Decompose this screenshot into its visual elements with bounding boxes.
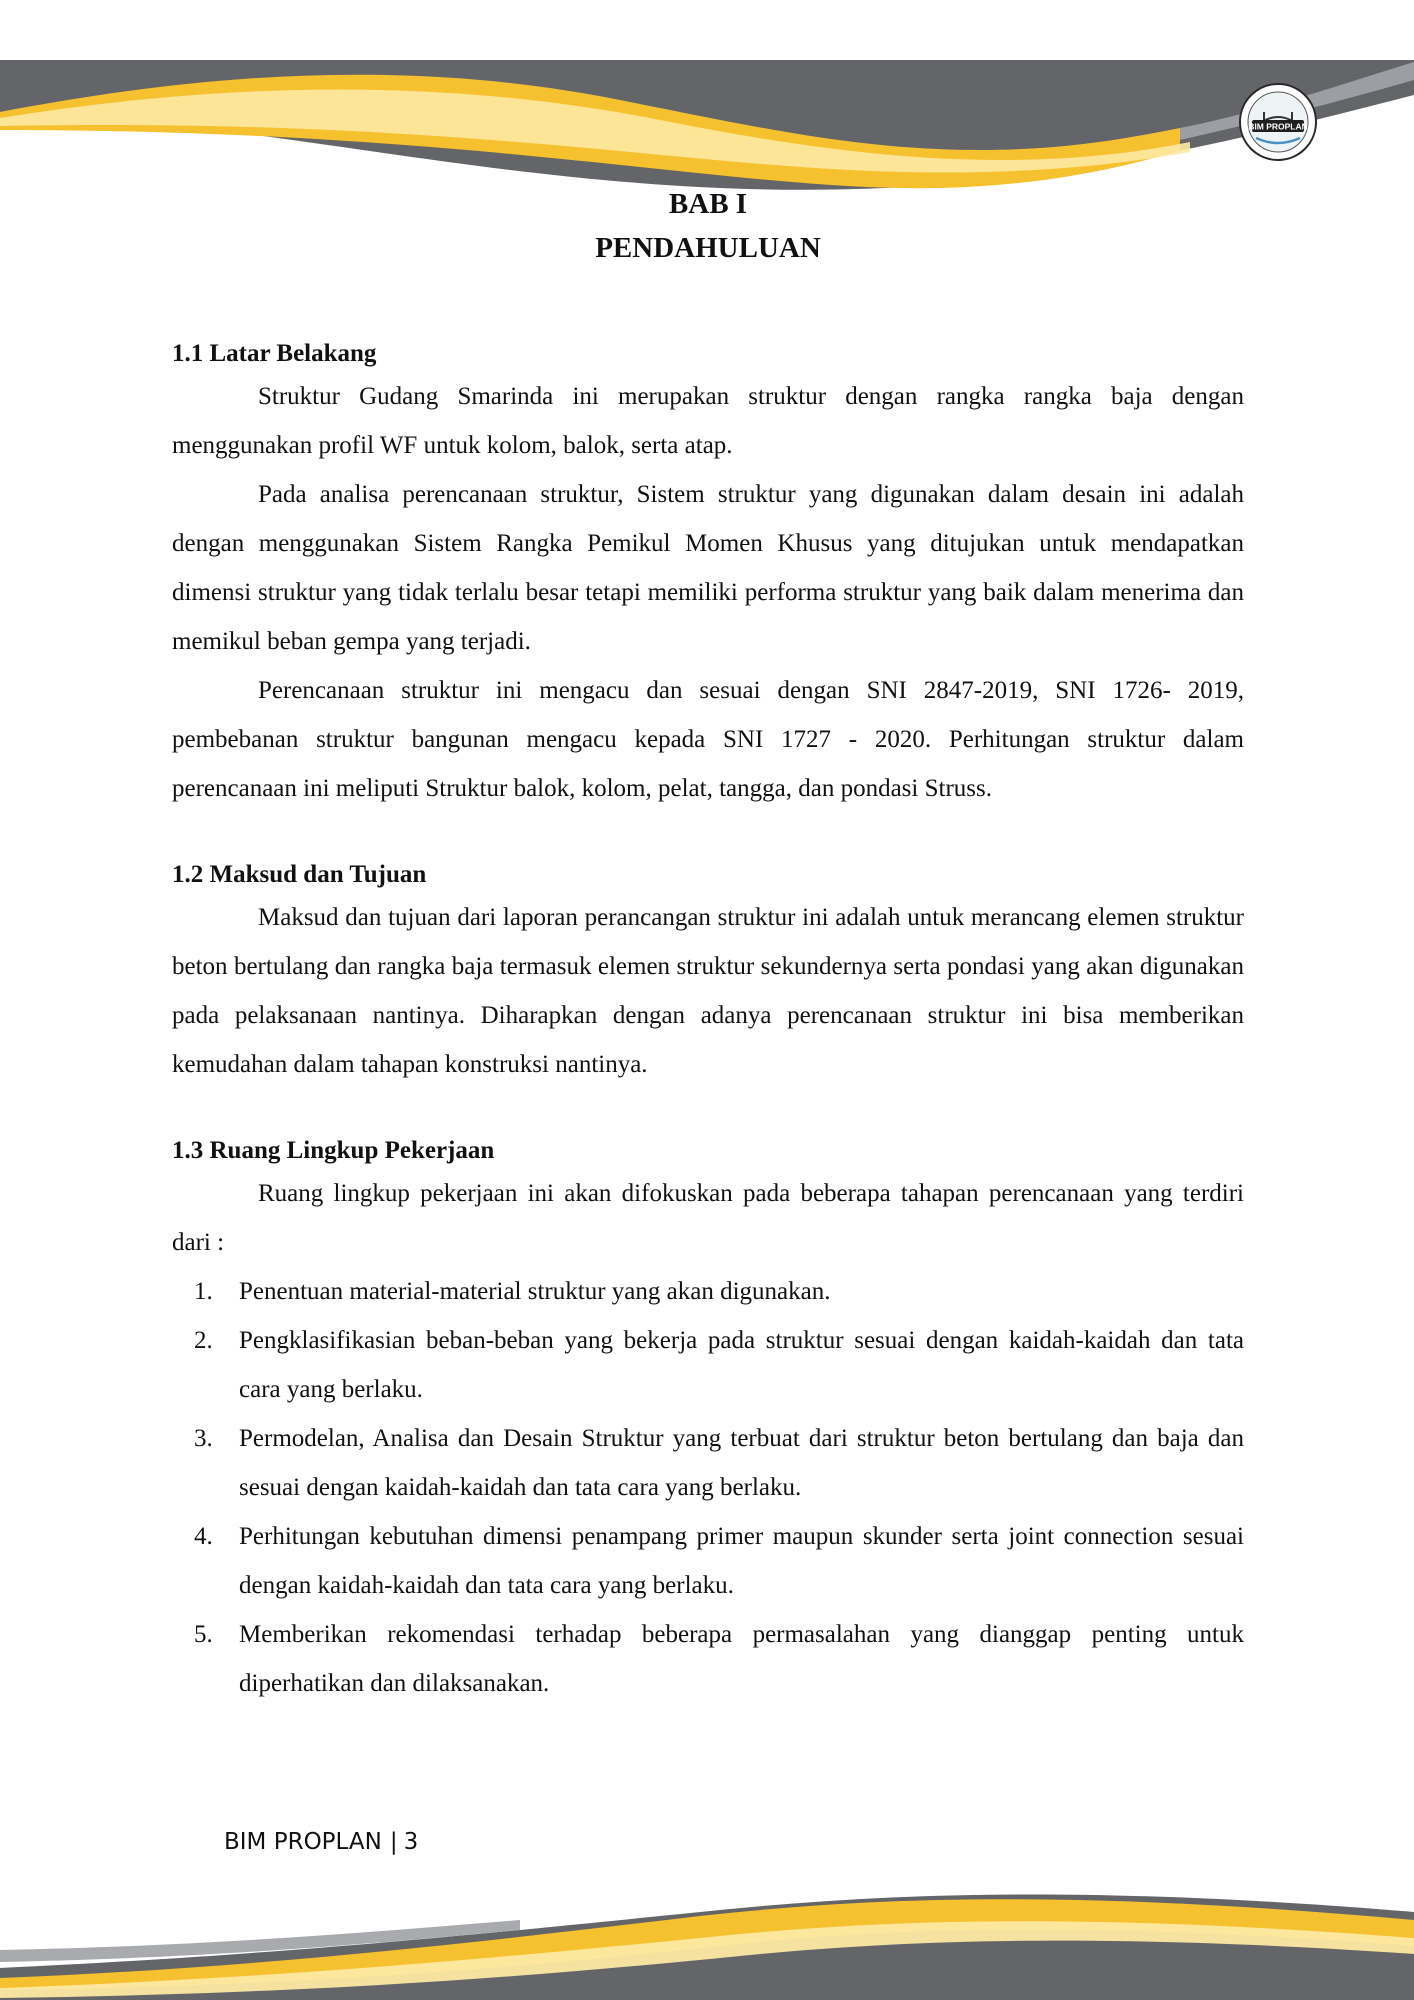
section-heading: 1.3 Ruang Lingkup Pekerjaan — [172, 1137, 495, 1164]
list-item-number: 3. — [194, 1425, 213, 1452]
paragraph: Struktur Gudang Smarinda ini merupakan struktur dengan rangka rangka baja dengan menggunakan profil WF untuk kolom, balok, serta atap. — [172, 383, 1244, 459]
company-logo — [1238, 82, 1318, 162]
footer-brand: BIM PROPLAN — [224, 1829, 382, 1855]
list-item-text: Pengklasifikasian beban-beban yang bekerja pada struktur sesuai dengan kaidah-kaidah dan tata cara yang berlaku. — [239, 1327, 1244, 1403]
section-heading: 1.2 Maksud dan Tujuan — [172, 861, 427, 888]
section-heading: 1.1 Latar Belakang — [172, 340, 377, 367]
list-item — [172, 1610, 1244, 1708]
section-ruang-lingkup — [172, 1133, 1244, 1708]
list-item-number: 1. — [194, 1278, 213, 1305]
chapter-number: BAB I — [668, 188, 748, 220]
list-item — [172, 1267, 1244, 1316]
chapter-name: PENDAHULUAN — [595, 232, 821, 264]
chapter-title — [172, 182, 1244, 270]
section-latar-belakang — [172, 336, 1244, 813]
list-item-number: 5. — [194, 1621, 213, 1648]
section-maksud-tujuan — [172, 857, 1244, 1089]
list-item — [172, 1316, 1244, 1414]
logo-text: BIM PROPLAN — [1248, 121, 1308, 132]
paragraph: Ruang lingkup pekerjaan ini akan difokuskan pada beberapa tahapan perencanaan yang terdiri dari : — [172, 1180, 1244, 1256]
paragraph: Pada analisa perencanaan struktur, Sistem struktur yang digunakan dalam desain ini adalah dengan menggunakan Sistem Rangka Pemikul Momen Khusus yang ditujukan untuk mendapatkan dimensi struktur yang tidak terlalu besar tetapi memiliki performa struktur yang baik dalam menerima dan memikul beban gempa yang terjadi. — [172, 481, 1244, 655]
list-item-text: Perhitungan kebutuhan dimensi penampang primer maupun skunder serta joint connection sesuai dengan kaidah-kaidah dan tata cara yang berlaku. — [239, 1523, 1244, 1599]
paragraph: Perencanaan struktur ini mengacu dan sesuai dengan SNI 2847-2019, SNI 1726- 2019, pembebanan struktur bangunan mengacu kepada SNI 1727 - 2020. Perhitungan struktur dalam perencanaan ini meliputi Struktur balok, kolom, pelat, tangga, dan pondasi Struss. — [172, 677, 1244, 802]
list-item-number: 4. — [194, 1523, 213, 1550]
paragraph: Maksud dan tujuan dari laporan perancangan struktur ini adalah untuk merancang elemen struktur beton bertulang dan rangka baja termasuk elemen struktur sekundernya serta pondasi yang akan digunakan pada pelaksanaan nantinya. Diharapkan dengan adanya perencanaan struktur ini bisa memberikan kemudahan dalam tahapan konstruksi nantinya. — [172, 904, 1244, 1078]
list-item — [172, 1414, 1244, 1512]
page-number: 3 — [403, 1829, 419, 1855]
scope-list — [172, 1267, 1244, 1708]
footer-separator: | — [389, 1829, 398, 1855]
document-body — [172, 182, 1244, 1752]
list-item — [172, 1512, 1244, 1610]
list-item-text: Penentuan material-material struktur yang akan digunakan. — [239, 1278, 831, 1305]
footer-wave-decoration — [0, 1850, 1414, 2000]
list-item-text: Memberikan rekomendasi terhadap beberapa permasalahan yang dianggap penting untuk diperhatikan dan dilaksanakan. — [239, 1621, 1244, 1697]
list-item-number: 2. — [194, 1327, 213, 1354]
header-wave-decoration — [0, 0, 1414, 200]
list-item-text: Permodelan, Analisa dan Desain Struktur yang terbuat dari struktur beton bertulang dan baja dan sesuai dengan kaidah-kaidah dan tata cara yang berlaku. — [239, 1425, 1244, 1501]
